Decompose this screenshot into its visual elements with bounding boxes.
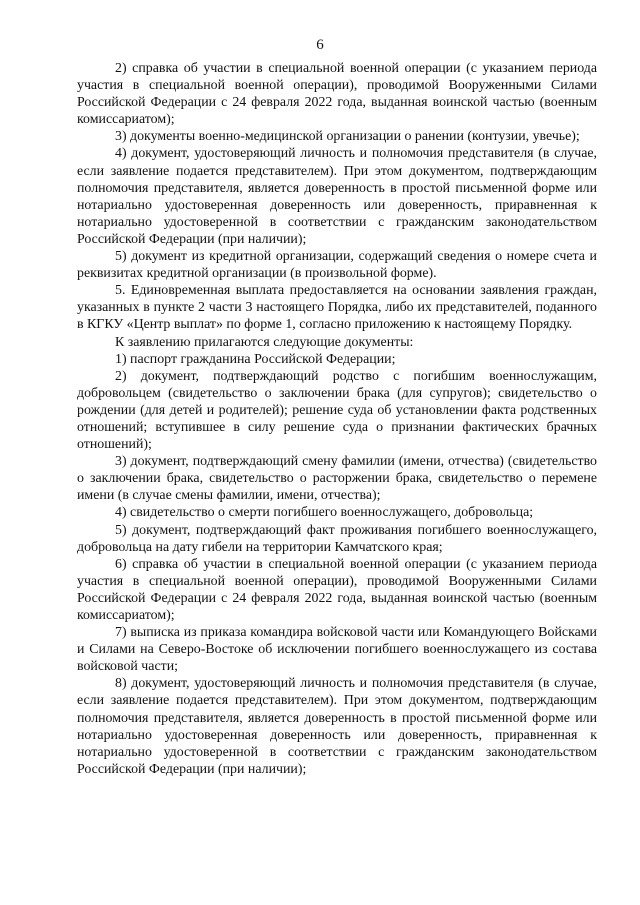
paragraph-item-8-representative-identity: 8) документ, удостоверяющий личность и полномочия представителя (в случае, если заявление подается представителем). При этом документом, подтверждающим полномочия представителя, является доверенность в простой письменной форме или нотариально удостоверенная доверенность или доверенность, приравненная к нотариально удостоверенной в соответствии с гражданским законодательством Российской Федерации (при наличии); <box>77 676 597 777</box>
paragraph-item-4-representative-identity: 4) документ, удостоверяющий личность и полномочия представителя (в случае, если заявление подается представителем). При этом документом, подтверждающим полномочия представителя, является доверенность в простой письменной форме или нотариально удостоверенная доверенность или доверенность, приравненная к нотариально удостоверенной в соответствии с гражданским законодательством Российской Федерации (при наличии); <box>77 146 597 247</box>
paragraph-item-6-certificate-participation: 6) справка об участии в специальной военной операции (с указанием периода участия в специальной военной операции), проводимой Вооруженными Силами Российской Федерации с 24 февраля 2022 года, выданная воинской частью (военным комиссариатом); <box>77 556 597 623</box>
paragraph-clause-5-lump-sum-payment: 5. Единовременная выплата предоставляется на основании заявления граждан, указанных в пункте 2 части 3 настоящего Порядка, либо их представителей, поданного в КГКУ «Центр выплат» по форме 1, согласно приложению к настоящему Порядку. <box>77 283 597 333</box>
paragraph-item-3-medical-documents: 3) документы военно-медицинской организации о ранении (контузии, увечье); <box>115 129 580 145</box>
paragraph-item-2-certificate-participation: 2) справка об участии в специальной военной операции (с указанием периода участия в специальной военной операции), проводимой Вооруженными Силами Российской Федерации с 24 февраля 2022 года, выданная воинской частью (военным комиссариатом); <box>77 61 597 128</box>
paragraph-item-2-kinship-document: 2) документ, подтверждающий родство с погибшим военнослужащим, добровольцем (свидетельство о заключении брака (для супругов); свидетельство о рождении (для детей и родителей); решение суда об установлении факта родственных отношений; вступившее в силу решение суда о признании фактических брачных отношений); <box>77 368 597 453</box>
paragraph-item-4-death-certificate: 4) свидетельство о смерти погибшего военнослужащего, добровольца; <box>115 505 534 521</box>
paragraph-item-1-passport: 1) паспорт гражданина Российской Федерации; <box>115 351 396 367</box>
document-body <box>77 60 597 778</box>
paragraph-item-7-order-extract: 7) выписка из приказа командира войсковой части или Командующего Войсками и Силами на Северо-Востоке об исключении погибшего военнослужащего из состава войсковой части; <box>77 625 597 675</box>
page-number: 6 <box>316 37 324 53</box>
paragraph-item-5-bank-document: 5) документ из кредитной организации, содержащий сведения о номере счета и реквизитах кредитной организации (в произвольной форме). <box>77 249 597 282</box>
paragraph-attached-documents-intro: К заявлению прилагаются следующие документы: <box>115 334 414 350</box>
paragraph-item-5-residence-document: 5) документ, подтверждающий факт проживания погибшего военнослужащего, добровольца на дату гибели на территории Камчатского края; <box>77 522 597 555</box>
paragraph-item-3-name-change-document: 3) документ, подтверждающий смену фамилии (имени, отчества) (свидетельство о заключении брака, свидетельство о расторжении брака, свидетельство о перемене имени (в случае смены фамилии, имени, отчества); <box>77 454 597 504</box>
